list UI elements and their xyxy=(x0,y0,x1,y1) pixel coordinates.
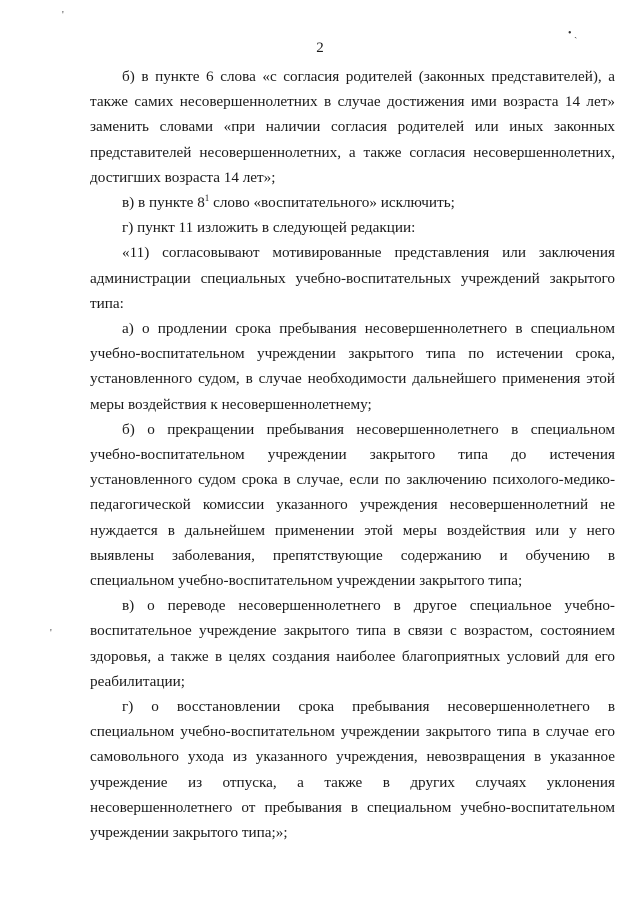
subparagraph-g: г) о восстановлении срока пребывания несовершеннолетнего в специальном учебно-воспитательном учреждении закрытого типа в случае его самовольного ухода из указанного учреждения, невозвращения в указанное учреждение из отпуска, а также в других случаях уклонения несовершеннолетнего от пребывания в специальном учебно-воспитательном учреждении закрытого типа;»; xyxy=(90,698,615,842)
subparagraph-v: в) о переводе несовершеннолетнего в другое специальное учебно-воспитательное учреждение закрытого типа в связи с возрастом, состоянием здоровья, а также в целях создания наиболее благоприятных условий для его реабилитации; xyxy=(90,597,615,690)
paragraph-v-part2: слово «воспитательного» исключить; xyxy=(209,194,455,212)
scan-mark: ' xyxy=(50,628,52,639)
subparagraph-a: а) о продлении срока пребывания несовершеннолетнего в специальном учебно-воспитательном учреждении закрытого типа по истечении срока, установленного судом, в случае необходимости дальнейшего применения этой меры воздействия к несовершеннолетнему; xyxy=(90,320,615,413)
scan-mark: ' xyxy=(62,10,64,21)
paragraph-v xyxy=(90,190,615,215)
paragraph-b: б) в пункте 6 слова «с согласия родителей (законных представителей), а также самих несовершеннолетних в случае достижения ими возраста 14 лет» заменить словами «при наличии согласия родителей или иных законных представителей несовершеннолетних, а также согласия несовершеннолетних, достигших возраста 14 лет»; xyxy=(90,68,615,186)
subparagraph-b: б) о прекращении пребывания несовершеннолетнего в специальном учебно-воспитательном учреждении закрытого типа до истечения установленного судом срока в случае, если по заключению психолого-медико-педагогической комиссии указанного учреждения несовершеннолетний не нуждается в дальнейшем применении этой меры воздействия или у него выявлены заболевания, препятствующие содержанию и обучению в специальном учебно-воспитательном учреждении закрытого типа; xyxy=(90,420,615,590)
document-body xyxy=(90,64,615,845)
paragraph-g: г) пункт 11 изложить в следующей редакции: xyxy=(122,219,416,237)
superscript: 1 xyxy=(204,192,210,203)
page-number: 2 xyxy=(316,40,324,56)
paragraph-11: «11) согласовывают мотивированные представления или заключения администрации специальных учебно-воспитательных учреждений закрытого типа: xyxy=(90,244,615,312)
paragraph-v-part1: в) в пункте 8 xyxy=(122,194,205,212)
scan-mark: • ˎ xyxy=(568,28,578,39)
